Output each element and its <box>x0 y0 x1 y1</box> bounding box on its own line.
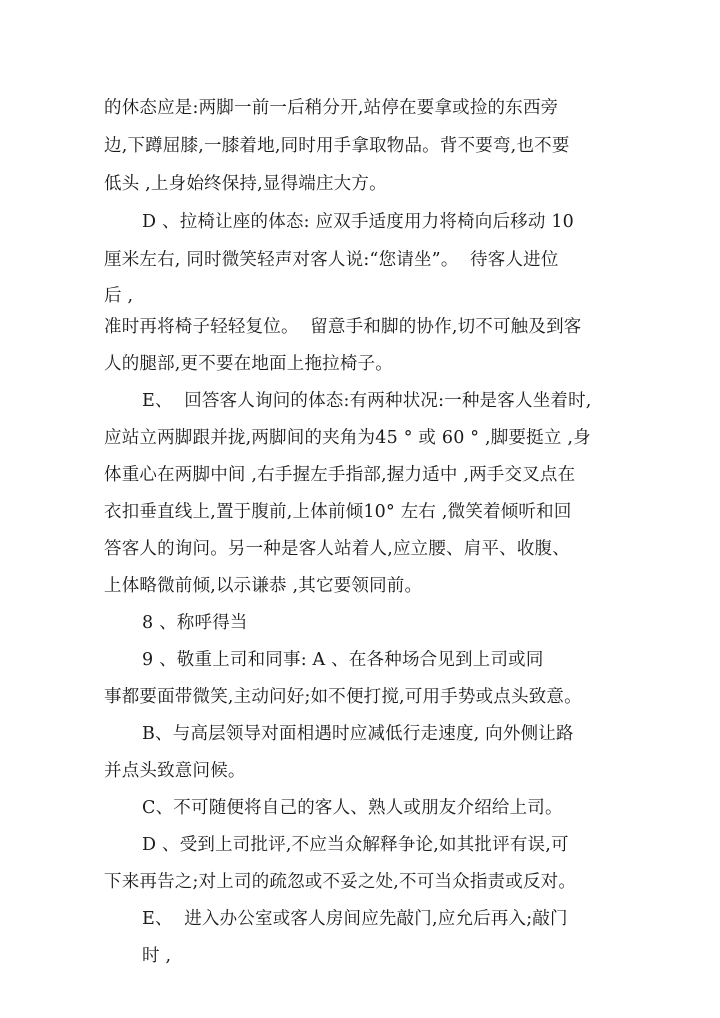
text-line: 时 , <box>142 946 172 966</box>
text-line: 8 、称呼得当 <box>142 613 248 633</box>
text-line: 的休态应是:两脚一前一后稍分开,站停在要拿或捡的东西旁 <box>104 98 559 118</box>
text-line: 准时再将椅子轻轻复位。 留意手和脚的协作,切不可触及到客 <box>104 317 582 337</box>
text-line: 人的腿部,更不要在地面上拖拉椅子。 <box>104 354 393 374</box>
text-line: 9 、敬重上司和同事: A 、在各种场合见到上司或同 <box>142 650 544 670</box>
text-line: D 、拉椅让座的体态: 应双手适度用力将椅向后移动 10 <box>142 212 574 232</box>
text-line: 并点头致意问候。 <box>104 761 246 781</box>
text-line: 下来再告之;对上司的疏忽或不妥之处,不可当众指责或反对。 <box>104 872 577 892</box>
text-line: 边,下蹲屈膝,一膝着地,同时用手拿取物品。背不要弯,也不要 <box>104 136 570 156</box>
text-line: E、 进入办公室或客人房间应先敲门,应允后再入;敲门 <box>142 909 568 929</box>
text-line: 答客人的询问。另一种是客人站着人,应立腰、肩平、收腹、 <box>104 539 570 559</box>
text-line: B、与高层领导对面相遇时应减低行走速度, 向外侧让路 <box>142 724 574 744</box>
text-line: 事都要面带微笑,主动问好;如不便打搅,可用手势或点头致意。 <box>104 687 582 707</box>
text-line: D 、受到上司批评,不应当众解释争论,如其批评有误,可 <box>142 835 569 855</box>
text-line: 厘米左右, 同时微笑轻声对客人说:“您请坐”。 待客人进位 <box>104 250 559 270</box>
text-line: 衣扣垂直线上,置于腹前,上体前倾10° 左右 ,微笑着倾听和回 <box>104 502 572 522</box>
text-line: 低头 ,上身始终保持,显得端庄大方。 <box>104 174 387 194</box>
text-line: 应站立两脚跟并拢,两脚间的夹角为45 ° 或 60 ° ,脚要挺立 ,身 <box>104 428 591 448</box>
text-line: 后 , <box>104 286 134 306</box>
text-line: 体重心在两脚中间 ,右手握左手指部,握力适中 ,两手交叉点在 <box>104 465 576 485</box>
text-line: 上体略微前倾,以示谦恭 ,其它要领同前。 <box>104 576 423 596</box>
text-line: E、 回答客人询问的体态:有两种状况:一种是客人坐着时, <box>142 391 592 411</box>
text-line: C、不可随便将自己的客人、熟人或朋友介绍给上司。 <box>142 798 563 818</box>
